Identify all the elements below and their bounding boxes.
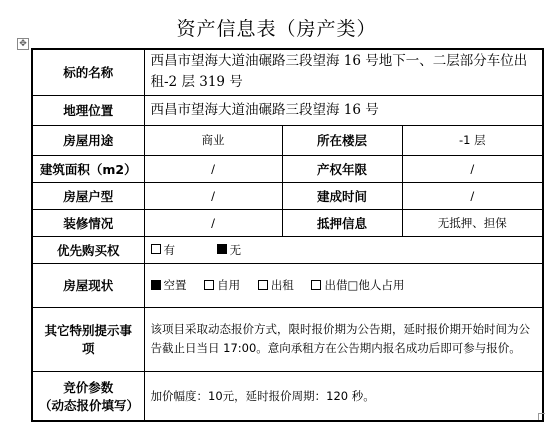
name-value: 西昌市望海大道油碾路三段望海 16 号地下一、二层部分车位出租-2 层 319 号 (144, 49, 543, 95)
floor-label: 所在楼层 (282, 125, 402, 155)
priority-options (144, 236, 543, 263)
decoration-value: / (144, 209, 282, 236)
bid-label-line-1: 竞价参数 (63, 379, 114, 395)
table-row (32, 371, 543, 421)
status-lent-option[interactable]: 出借□他人占用 (311, 277, 404, 293)
decoration-label: 装修情况 (32, 209, 144, 236)
checkbox-empty-icon[interactable] (204, 280, 214, 290)
floor-value: -1 层 (402, 125, 543, 155)
checkbox-filled-icon[interactable] (151, 280, 161, 290)
checkbox-filled-icon[interactable] (217, 244, 227, 254)
usage-label: 房屋用途 (32, 125, 144, 155)
priority-label: 优先购买权 (32, 236, 144, 263)
bid-label-line-2: （动态报价填写） (39, 397, 140, 413)
table-row (32, 155, 543, 182)
page-corner-mark (538, 413, 545, 420)
built-time-value: / (402, 182, 543, 209)
special-value: 该项目采取动态报价方式，限时报价期为公告期，延时报价期开始时间为公告截止日当日 17:00。意向承租方在公告期内报名成功后即可参与报价。 (144, 307, 543, 371)
table-row (32, 236, 543, 263)
status-rented-option[interactable]: 出租 (258, 277, 294, 293)
mortgage-label: 抵押信息 (282, 209, 402, 236)
area-label: 建筑面积（m2） (32, 155, 144, 182)
table-row (32, 182, 543, 209)
status-vacant-option[interactable]: 空置 (151, 277, 187, 293)
bid-value: 加价幅度：10元，延时报价周期：120 秒。 (144, 371, 543, 421)
bid-label (32, 371, 144, 421)
checkbox-empty-icon[interactable] (258, 280, 268, 290)
special-label: 其它特别提示事项 (32, 307, 144, 371)
built-time-label: 建成时间 (282, 182, 402, 209)
table-row (32, 307, 543, 371)
table-row (32, 125, 543, 155)
location-value: 西昌市望海大道油碾路三段望海 16 号 (144, 95, 543, 125)
table-move-handle-icon[interactable]: ✥ (17, 38, 29, 50)
priority-yes-option[interactable]: 有 (151, 242, 176, 258)
table-row (32, 49, 543, 95)
table-row (32, 263, 543, 307)
asset-info-table (31, 48, 544, 422)
checkbox-empty-icon[interactable] (311, 280, 321, 290)
usage-value: 商业 (144, 125, 282, 155)
mortgage-value: 无抵押、担保 (402, 209, 543, 236)
table-row (32, 209, 543, 236)
location-label: 地理位置 (32, 95, 144, 125)
house-type-value: / (144, 182, 282, 209)
checkbox-empty-icon[interactable] (151, 244, 161, 254)
priority-no-option[interactable]: 无 (217, 242, 242, 258)
house-type-label: 房屋户型 (32, 182, 144, 209)
title-years-label: 产权年限 (282, 155, 402, 182)
status-label: 房屋现状 (32, 263, 144, 307)
area-value: / (144, 155, 282, 182)
title-years-value: / (402, 155, 543, 182)
status-options (144, 263, 543, 307)
table-row (32, 95, 543, 125)
name-label: 标的名称 (32, 49, 144, 95)
page-title: 资产信息表（房产类） (176, 18, 377, 40)
status-self-option[interactable]: 自用 (204, 277, 240, 293)
